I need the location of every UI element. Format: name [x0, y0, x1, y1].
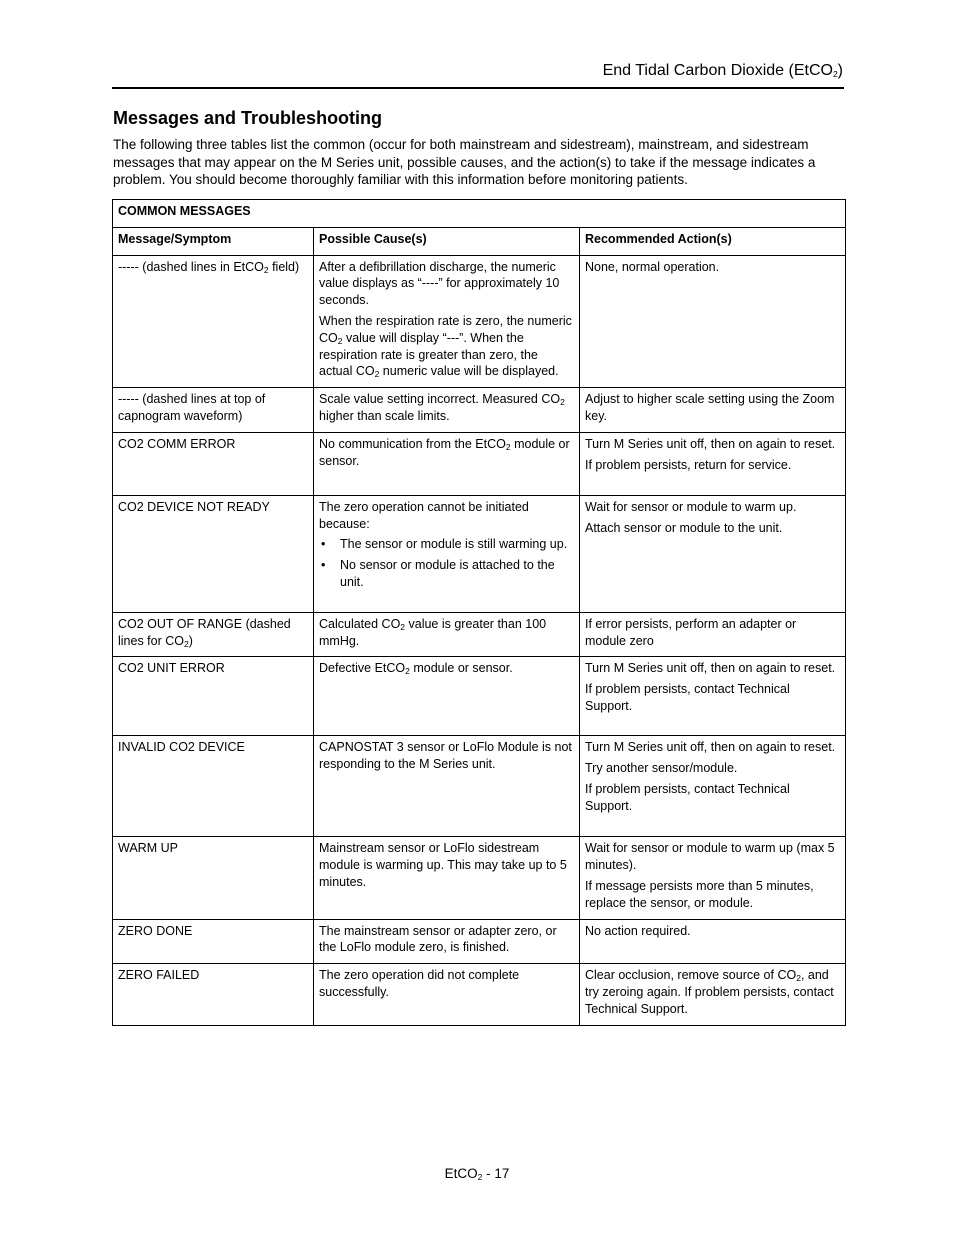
bullet-icon: •: [321, 558, 326, 573]
message-cell: ----- (dashed lines in EtCO$_2$ field): [113, 255, 314, 388]
table-row: [113, 657, 846, 736]
table-row: [113, 255, 846, 388]
list-item: • The sensor or module is still warming up.: [321, 537, 568, 552]
cause-cell: The zero operation did not complete successfully.: [314, 964, 580, 1025]
message-cell: CO2 DEVICE NOT READY: [113, 495, 314, 612]
message-cell: ZERO DONE: [113, 919, 314, 964]
action-cell: Wait for sensor or module to warm up. Attach sensor or module to the unit.: [580, 495, 846, 612]
section-title: Messages and Troubleshooting: [113, 108, 383, 128]
action-cell: Turn M Series unit off, then on again to reset. If problem persists, contact Technical Support.: [580, 657, 846, 736]
bullet-icon: •: [321, 537, 326, 552]
page-number: EtCO$_2$ - 17: [444, 1166, 510, 1182]
action-cell: None, normal operation.: [580, 255, 846, 388]
action-cell: Wait for sensor or module to warm up (max 5 minutes). If message persists more than 5 minutes, replace the sensor, or module.: [580, 837, 846, 919]
message-cell: ZERO FAILED: [113, 964, 314, 1025]
table-row: [113, 612, 846, 657]
cause-cell: The zero operation cannot be initiated because: • The sensor or module is still warming up. • No sensor or module is attached to the unit.: [314, 495, 580, 612]
message-cell: CO2 OUT OF RANGE (dashed lines for $CO_2$): [113, 612, 314, 657]
cause-cell: Calculated $CO_2$ value is greater than 100 mmHg.: [314, 612, 580, 657]
intro-paragraph: The following three tables list the common (occur for both mainstream and sidestream), mainstream, and sidestream messages that may appear on the M Series unit, possible causes, and the action(s) to take if the message indicates a problem. You should become thoroughly familiar with this information before monitoring patients.: [113, 137, 816, 187]
action-cell: Adjust to higher scale setting using the Zoom key.: [580, 388, 846, 433]
cause-cell: Scale value setting incorrect. Measured $CO_2$ higher than scale limits.: [314, 388, 580, 433]
table-row: [113, 919, 846, 964]
header-rule: [112, 87, 844, 89]
table-row: [113, 388, 846, 433]
cause-cell: CAPNOSTAT 3 sensor or LoFlo Module is not responding to the M Series unit.: [314, 736, 580, 837]
message-cell: ----- (dashed lines at top of capnogram waveform): [113, 388, 314, 433]
table-row: [113, 837, 846, 919]
table-row: [113, 964, 846, 1025]
cause-cell: The mainstream sensor or adapter zero, or the LoFlo module zero, is finished.: [314, 919, 580, 964]
cause-bullet-list: [319, 536, 574, 590]
cause-cell: After a defibrillation discharge, the numeric value displays as “----” for approximately 10 seconds. When the respiration rate is zero, the numeric $CO_2$ value will display “---”. When the respiration rate is greater than zero, the actual $CO_2$ numeric value will be displayed.: [314, 255, 580, 388]
running-header: End Tidal Carbon Dioxide (EtCO$_2$): [602, 62, 843, 79]
list-item: • No sensor or module is attached to the unit.: [321, 558, 555, 589]
action-cell: Clear occlusion, remove source of $CO_2$, and try zeroing again. If problem persists, contact Technical Support.: [580, 964, 846, 1025]
message-cell: INVALID CO2 DEVICE: [113, 736, 314, 837]
action-cell: If error persists, perform an adapter or module zero: [580, 612, 846, 657]
table-row: [113, 736, 846, 837]
column-header-message: Message/Symptom: [113, 227, 314, 255]
cause-cell: Defective EtCO$_2$ module or sensor.: [314, 657, 580, 736]
action-cell: Turn M Series unit off, then on again to reset. If problem persists, return for service.: [580, 432, 846, 495]
table-row: [113, 432, 846, 495]
cause-cell: Mainstream sensor or LoFlo sidestream module is warming up. This may take up to 5 minutes.: [314, 837, 580, 919]
message-cell: CO2 UNIT ERROR: [113, 657, 314, 736]
common-messages-table: [112, 199, 846, 1026]
message-cell: CO2 COMM ERROR: [113, 432, 314, 495]
column-header-cause: Possible Cause(s): [314, 227, 580, 255]
column-header-action: Recommended Action(s): [580, 227, 846, 255]
table-row: [113, 495, 846, 612]
table-title: COMMON MESSAGES: [113, 200, 846, 228]
message-cell: WARM UP: [113, 837, 314, 919]
action-cell: Turn M Series unit off, then on again to reset. Try another sensor/module. If problem persists, contact Technical Support.: [580, 736, 846, 837]
action-cell: No action required.: [580, 919, 846, 964]
cause-cell: No communication from the EtCO$_2$ module or sensor.: [314, 432, 580, 495]
